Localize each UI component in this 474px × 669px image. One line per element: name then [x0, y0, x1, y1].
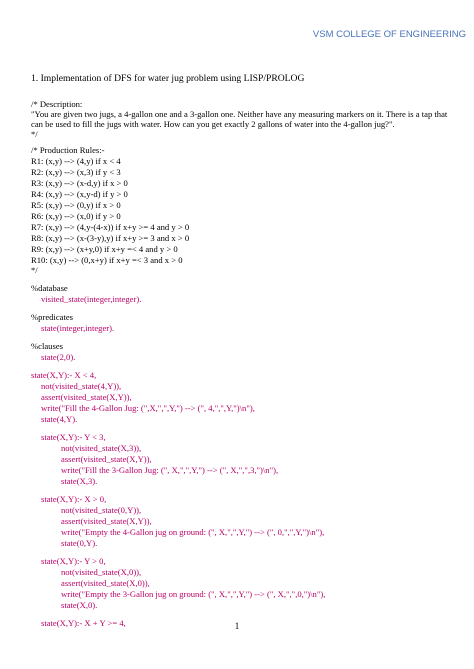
- clauses-keyword: %clauses: [31, 341, 63, 351]
- code-line: write("Fill the 3-Gallon Jug: (", X,",",Y,") --> (", X,",",3,")\n"),: [61, 465, 279, 475]
- description-text: "You are given two jugs, a 4-gallon one and a 3-gallon one. Neither have any measuring markers on it. There is a tap that can be used to fill the jugs with water. How can you get exactly 2 gallons of water into the 4-gallon jug?".: [31, 109, 448, 129]
- rules-comment-open: /* Production Rules:-: [31, 145, 105, 155]
- rule-line: R9: (x,y) --> (x+y,0) if x+y =< 4 and y > 0: [31, 244, 178, 254]
- code-line: state(X,Y):- X + Y >= 4,: [41, 618, 126, 628]
- code-line: assert(visited_state(X,Y)),: [41, 392, 132, 402]
- code-line: state(X,Y):- X < 4,: [31, 370, 97, 380]
- rule-line: R2: (x,y) --> (x,3) if y < 3: [31, 167, 121, 177]
- code-line: assert(visited_state(X,0)),: [61, 578, 150, 588]
- rule-line: R6: (x,y) --> (x,0) if y > 0: [31, 211, 121, 221]
- code-line: assert(visited_state(X,Y)),: [61, 516, 152, 526]
- code-line: not(visited_state(0,Y)),: [61, 505, 142, 515]
- description-comment-open: /* Description:: [31, 99, 83, 109]
- code-line: write("Empty the 3-Gallon jug on ground: (", X,",",Y,") --> (", X,",",0,")\n"),: [61, 589, 326, 599]
- page-title: 1. Implementation of DFS for water jug problem using LISP/PROLOG: [31, 73, 305, 84]
- database-keyword: %database: [31, 283, 68, 293]
- code-line: state(4,Y).: [41, 414, 78, 424]
- predicates-keyword: %predicates: [31, 312, 73, 322]
- code-line: not(visited_state(4,Y)),: [41, 381, 122, 391]
- rule-line: R5: (x,y) --> (0,y) if x > 0: [31, 200, 121, 210]
- college-header: VSM COLLEGE OF ENGINEERING: [312, 29, 466, 40]
- code-line: state(X,Y):- X > 0,: [41, 494, 107, 504]
- database-declaration: visited_state(integer,integer).: [41, 294, 142, 304]
- page-number: 1: [234, 621, 240, 631]
- code-line: not(visited_state(X,3)),: [61, 443, 142, 453]
- code-line: state(0,Y).: [61, 538, 98, 548]
- code-line: state(2,0).: [41, 352, 76, 362]
- rules-comment-close: */: [31, 265, 38, 275]
- code-line: not(visited_state(X,0)),: [61, 567, 142, 577]
- code-line: state(X,Y):- Y < 3,: [41, 432, 106, 442]
- rule-line: R4: (x,y) --> (x,y-d) if y > 0: [31, 189, 128, 199]
- code-line: write("Empty the 4-Gallon jug on ground: (", X,",",Y,") --> (", 0,",",Y,")\n"),: [61, 527, 325, 537]
- code-line: state(X,3).: [61, 476, 98, 486]
- rule-line: R1: (x,y) --> (4,y) if x < 4: [31, 156, 121, 166]
- code-line: write("Fill the 4-Gallon Jug: (",X,",",Y,") --> (", 4,",",Y,")\n"),: [41, 403, 255, 413]
- rule-line: R7: (x,y) --> (4,y-(4-x)) if x+y >= 4 and y > 0: [31, 222, 190, 232]
- predicates-declaration: state(integer,integer).: [41, 323, 115, 333]
- description-comment-close: */: [31, 129, 38, 139]
- rule-line: R3: (x,y) --> (x-d,y) if x > 0: [31, 178, 128, 188]
- code-line: state(X,Y):- Y > 0,: [41, 556, 106, 566]
- code-line: assert(visited_state(X,Y)),: [61, 454, 152, 464]
- rule-line: R8: (x,y) --> (x-(3-y),y) if x+y >= 3 and x > 0: [31, 233, 190, 243]
- code-line: state(X,0).: [61, 600, 98, 610]
- rule-line: R10: (x,y) --> (0,x+y) if x+y =< 3 and x > 0: [31, 255, 183, 265]
